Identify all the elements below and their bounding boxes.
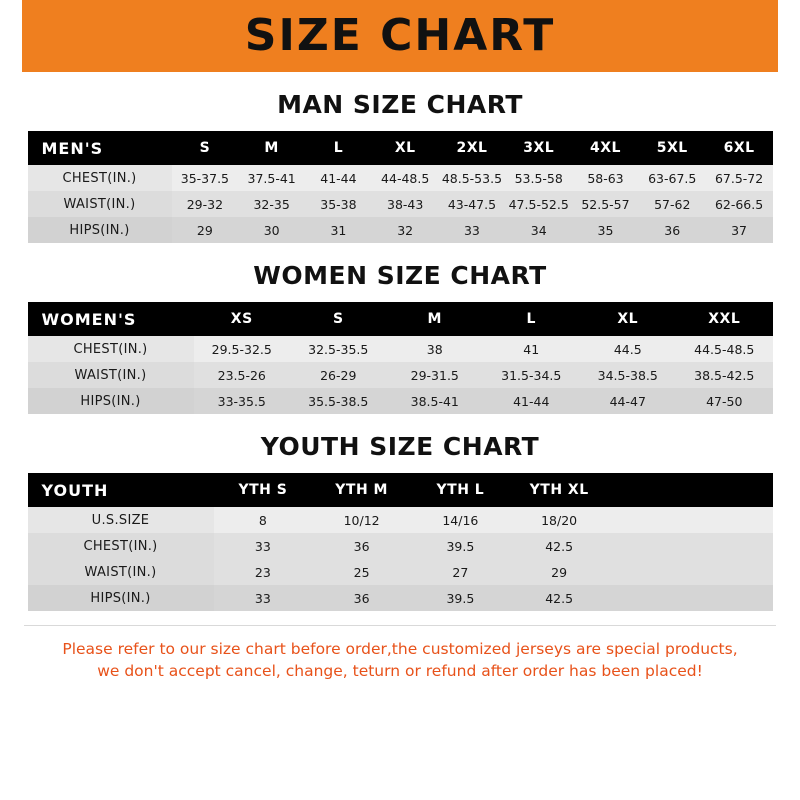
men-header-label: MEN'S — [28, 131, 172, 165]
women-row-hips-label: HIPS(IN.) — [28, 388, 194, 414]
table-row — [28, 388, 773, 414]
youth-ussize-s: 8 — [214, 507, 313, 533]
table-header-row — [28, 473, 773, 507]
men-chest-4xl: 58-63 — [572, 165, 639, 191]
table-row — [28, 362, 773, 388]
youth-chest-m: 36 — [312, 533, 411, 559]
youth-cell-spacer — [609, 585, 773, 611]
youth-col-l: YTH L — [411, 473, 510, 507]
men-hips-m: 30 — [238, 217, 305, 243]
table-row — [28, 533, 773, 559]
men-waist-xl: 38-43 — [372, 191, 439, 217]
men-hips-xl: 32 — [372, 217, 439, 243]
women-hips-m: 38.5-41 — [387, 388, 484, 414]
men-row-chest-label: CHEST(IN.) — [28, 165, 172, 191]
youth-cell-spacer — [609, 559, 773, 585]
youth-chest-xl: 42.5 — [510, 533, 609, 559]
men-waist-4xl: 52.5-57 — [572, 191, 639, 217]
men-col-3xl: 3XL — [505, 131, 572, 165]
youth-col-m: YTH M — [312, 473, 411, 507]
women-header-label: WOMEN'S — [28, 302, 194, 336]
women-col-m: M — [387, 302, 484, 336]
men-chest-6xl: 67.5-72 — [706, 165, 773, 191]
men-col-s: S — [172, 131, 239, 165]
women-hips-s: 35.5-38.5 — [290, 388, 387, 414]
men-hips-2xl: 33 — [439, 217, 506, 243]
page-title: SIZE CHART — [244, 10, 556, 61]
youth-col-s: YTH S — [214, 473, 313, 507]
men-hips-s: 29 — [172, 217, 239, 243]
men-col-m: M — [238, 131, 305, 165]
women-row-chest-label: CHEST(IN.) — [28, 336, 194, 362]
men-chest-3xl: 53.5-58 — [505, 165, 572, 191]
men-row-waist-label: WAIST(IN.) — [28, 191, 172, 217]
women-col-xl: XL — [580, 302, 677, 336]
page-banner — [0, 0, 800, 72]
women-waist-xl: 34.5-38.5 — [580, 362, 677, 388]
men-row-hips-label: HIPS(IN.) — [28, 217, 172, 243]
youth-row-chest-label: CHEST(IN.) — [28, 533, 214, 559]
table-row — [28, 165, 773, 191]
women-waist-m: 29-31.5 — [387, 362, 484, 388]
youth-row-waist-label: WAIST(IN.) — [28, 559, 214, 585]
men-waist-s: 29-32 — [172, 191, 239, 217]
youth-hips-xl: 42.5 — [510, 585, 609, 611]
table-row — [28, 585, 773, 611]
youth-col-spacer — [609, 473, 773, 507]
youth-ussize-xl: 18/20 — [510, 507, 609, 533]
women-chest-xs: 29.5-32.5 — [194, 336, 291, 362]
table-row — [28, 191, 773, 217]
women-waist-s: 26-29 — [290, 362, 387, 388]
women-chest-l: 41 — [483, 336, 580, 362]
men-chest-5xl: 63-67.5 — [639, 165, 706, 191]
men-col-4xl: 4XL — [572, 131, 639, 165]
men-chest-2xl: 48.5-53.5 — [439, 165, 506, 191]
table-row — [28, 217, 773, 243]
men-waist-3xl: 47.5-52.5 — [505, 191, 572, 217]
women-col-xxl: XXL — [676, 302, 773, 336]
women-hips-xs: 33-35.5 — [194, 388, 291, 414]
women-chest-s: 32.5-35.5 — [290, 336, 387, 362]
men-chest-xl: 44-48.5 — [372, 165, 439, 191]
men-chest-s: 35-37.5 — [172, 165, 239, 191]
youth-waist-xl: 29 — [510, 559, 609, 585]
table-row — [28, 507, 773, 533]
footer-line-1: Please refer to our size chart before order,the customized jerseys are special products, — [62, 640, 738, 658]
youth-waist-s: 23 — [214, 559, 313, 585]
youth-ussize-l: 14/16 — [411, 507, 510, 533]
women-waist-xs: 23.5-26 — [194, 362, 291, 388]
men-col-2xl: 2XL — [439, 131, 506, 165]
footer-disclaimer — [24, 625, 776, 683]
men-hips-6xl: 37 — [706, 217, 773, 243]
youth-row-ussize-label: U.S.SIZE — [28, 507, 214, 533]
women-waist-xxl: 38.5-42.5 — [676, 362, 773, 388]
youth-chest-l: 39.5 — [411, 533, 510, 559]
women-size-table — [28, 302, 773, 414]
men-section-title: MAN SIZE CHART — [277, 90, 523, 119]
men-col-l: L — [305, 131, 372, 165]
men-waist-l: 35-38 — [305, 191, 372, 217]
men-hips-3xl: 34 — [505, 217, 572, 243]
women-col-s: S — [290, 302, 387, 336]
women-hips-xxl: 47-50 — [676, 388, 773, 414]
men-hips-4xl: 35 — [572, 217, 639, 243]
men-col-5xl: 5XL — [639, 131, 706, 165]
youth-chest-s: 33 — [214, 533, 313, 559]
women-chest-xxl: 44.5-48.5 — [676, 336, 773, 362]
banner-left-margin — [0, 0, 22, 72]
youth-ussize-m: 10/12 — [312, 507, 411, 533]
banner-right-margin — [778, 0, 800, 72]
women-chest-xl: 44.5 — [580, 336, 677, 362]
men-waist-5xl: 57-62 — [639, 191, 706, 217]
women-chest-m: 38 — [387, 336, 484, 362]
youth-size-table — [28, 473, 773, 611]
youth-col-xl: YTH XL — [510, 473, 609, 507]
women-section-title: WOMEN SIZE CHART — [253, 261, 547, 290]
youth-hips-l: 39.5 — [411, 585, 510, 611]
women-hips-xl: 44-47 — [580, 388, 677, 414]
men-hips-5xl: 36 — [639, 217, 706, 243]
table-header-row — [28, 131, 773, 165]
men-hips-l: 31 — [305, 217, 372, 243]
men-waist-m: 32-35 — [238, 191, 305, 217]
youth-cell-spacer — [609, 507, 773, 533]
youth-row-hips-label: HIPS(IN.) — [28, 585, 214, 611]
men-size-table — [28, 131, 773, 243]
youth-waist-m: 25 — [312, 559, 411, 585]
men-col-xl: XL — [372, 131, 439, 165]
youth-section-title: YOUTH SIZE CHART — [260, 432, 540, 461]
women-row-waist-label: WAIST(IN.) — [28, 362, 194, 388]
youth-waist-l: 27 — [411, 559, 510, 585]
table-row — [28, 336, 773, 362]
youth-cell-spacer — [609, 533, 773, 559]
men-chest-l: 41-44 — [305, 165, 372, 191]
table-header-row — [28, 302, 773, 336]
men-col-6xl: 6XL — [706, 131, 773, 165]
men-waist-6xl: 62-66.5 — [706, 191, 773, 217]
women-col-l: L — [483, 302, 580, 336]
footer-line-2: we don't accept cancel, change, teturn or refund after order has been placed! — [97, 662, 703, 681]
youth-header-label: YOUTH — [28, 473, 214, 507]
women-col-xs: XS — [194, 302, 291, 336]
women-waist-l: 31.5-34.5 — [483, 362, 580, 388]
table-row — [28, 559, 773, 585]
youth-hips-s: 33 — [214, 585, 313, 611]
youth-hips-m: 36 — [312, 585, 411, 611]
men-chest-m: 37.5-41 — [238, 165, 305, 191]
women-hips-l: 41-44 — [483, 388, 580, 414]
men-waist-2xl: 43-47.5 — [439, 191, 506, 217]
page-content — [0, 90, 800, 611]
